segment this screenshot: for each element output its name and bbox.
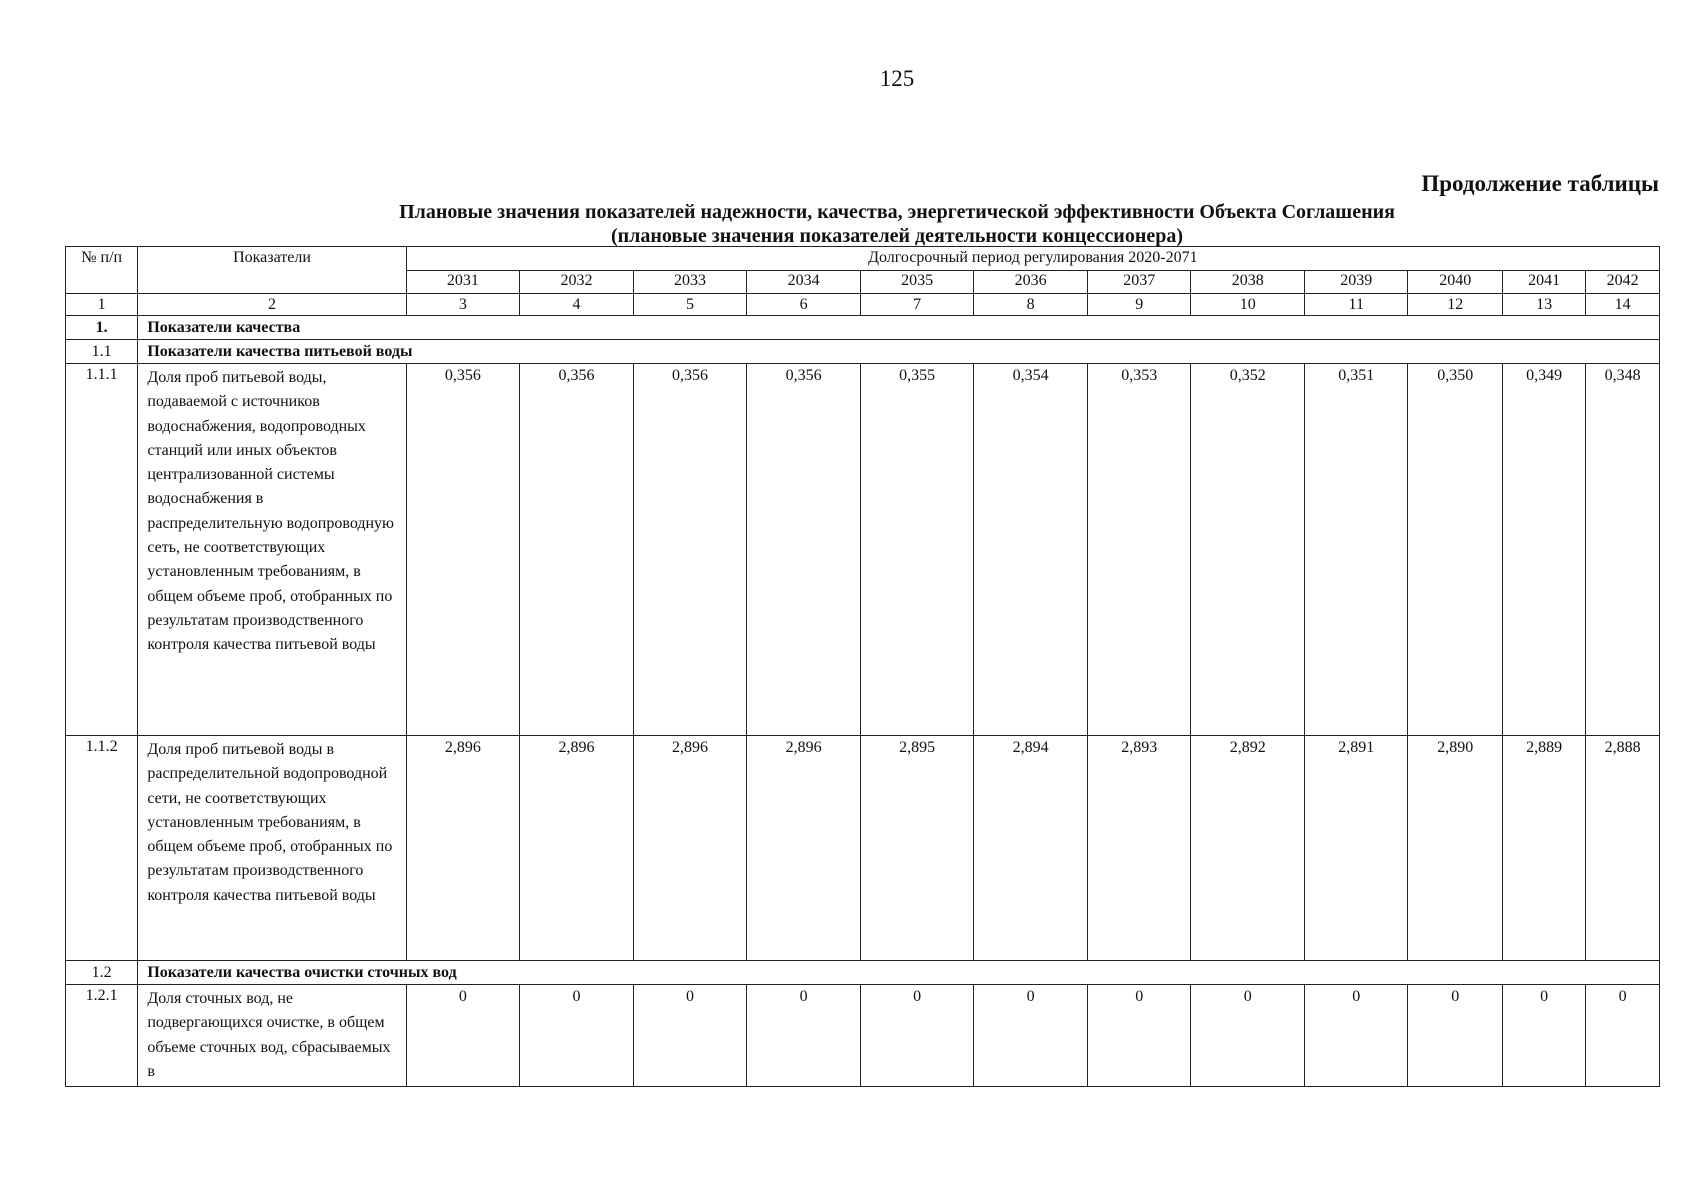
value-cell: 2,896 <box>520 736 634 961</box>
value-cell: 0 <box>974 985 1088 1087</box>
value-cell: 0 <box>1408 985 1502 1087</box>
value-cell: 2,895 <box>860 736 974 961</box>
section-number: 1.1 <box>66 340 138 364</box>
year-header: 2033 <box>633 271 747 294</box>
column-number: 10 <box>1191 294 1305 316</box>
header-row <box>66 247 1660 271</box>
value-cell: 2,891 <box>1304 736 1408 961</box>
table-title <box>0 200 1697 248</box>
indicator-description: Доля сточных вод, не подвергающихся очистке, в общем объеме сточных вод, сбрасываемых в <box>138 985 406 1087</box>
section-label: Показатели качества <box>138 316 1660 340</box>
section-label: Показатели качества питьевой воды <box>138 340 1660 364</box>
header-indicators: Показатели <box>138 247 406 294</box>
indicator-description: Доля проб питьевой воды в распределительной водопроводной сети, не соответствующих установленным требованиям, в общем объеме проб, отобранных по результатам производственного контроля качества питьевой воды <box>138 736 406 961</box>
value-cell: 0,350 <box>1408 364 1502 736</box>
year-header: 2034 <box>747 271 861 294</box>
year-header: 2041 <box>1502 271 1585 294</box>
table-title-line-1: Плановые значения показателей надежности, качества, энергетической эффективности Объекта Соглашения <box>399 201 1395 223</box>
header-period: Долгосрочный период регулирования 2020-2071 <box>406 247 1659 271</box>
value-cell: 0,356 <box>406 364 520 736</box>
indicators-table-container <box>65 246 1660 1087</box>
value-cell: 2,896 <box>633 736 747 961</box>
value-cell: 2,890 <box>1408 736 1502 961</box>
section-number: 1.2 <box>66 961 138 985</box>
year-header: 2040 <box>1408 271 1502 294</box>
page-number: 125 <box>879 66 915 91</box>
year-header: 2037 <box>1087 271 1191 294</box>
year-header: 2038 <box>1191 271 1305 294</box>
section-label: Показатели качества очистки сточных вод <box>138 961 1660 985</box>
value-cell: 0,356 <box>747 364 861 736</box>
year-header: 2036 <box>974 271 1088 294</box>
value-cell: 2,888 <box>1586 736 1660 961</box>
column-number: 8 <box>974 294 1088 316</box>
column-number: 11 <box>1304 294 1408 316</box>
value-cell: 0,353 <box>1087 364 1191 736</box>
column-number: 1 <box>66 294 138 316</box>
value-cell: 2,892 <box>1191 736 1305 961</box>
column-number-row <box>66 294 1660 316</box>
row-number: 1.1.1 <box>66 364 138 736</box>
value-cell: 2,896 <box>747 736 861 961</box>
column-number: 13 <box>1502 294 1585 316</box>
value-cell: 2,889 <box>1502 736 1585 961</box>
value-cell: 0 <box>520 985 634 1087</box>
indicators-table <box>65 246 1660 1087</box>
column-number: 12 <box>1408 294 1502 316</box>
value-cell: 2,896 <box>406 736 520 961</box>
column-number: 5 <box>633 294 747 316</box>
year-header: 2032 <box>520 271 634 294</box>
table-row <box>66 736 1660 961</box>
year-header: 2031 <box>406 271 520 294</box>
value-cell: 0 <box>406 985 520 1087</box>
value-cell: 0,349 <box>1502 364 1585 736</box>
section-row-drinking-water <box>66 340 1660 364</box>
value-cell: 0 <box>1304 985 1408 1087</box>
section-row-wastewater <box>66 961 1660 985</box>
indicator-description: Доля проб питьевой воды, подаваемой с источников водоснабжения, водопроводных станций или иных объектов централизованной системы водоснабжения в распределительную водопроводную сеть, не соответствующих установленным требованиям, в общем объеме проб, отобранных по результатам производственного контроля качества питьевой воды <box>138 364 406 736</box>
value-cell: 0,356 <box>633 364 747 736</box>
year-header: 2042 <box>1586 271 1660 294</box>
year-header: 2035 <box>860 271 974 294</box>
column-number: 7 <box>860 294 974 316</box>
section-number: 1. <box>66 316 138 340</box>
value-cell: 0 <box>633 985 747 1087</box>
value-cell: 2,893 <box>1087 736 1191 961</box>
column-number: 3 <box>406 294 520 316</box>
value-cell: 2,894 <box>974 736 1088 961</box>
value-cell: 0,354 <box>974 364 1088 736</box>
value-cell: 0 <box>1502 985 1585 1087</box>
value-cell: 0,352 <box>1191 364 1305 736</box>
value-cell: 0 <box>1586 985 1660 1087</box>
table-row <box>66 364 1660 736</box>
value-cell: 0,351 <box>1304 364 1408 736</box>
column-number: 9 <box>1087 294 1191 316</box>
value-cell: 0 <box>747 985 861 1087</box>
header-num: № п/п <box>66 247 138 294</box>
value-cell: 0,355 <box>860 364 974 736</box>
value-cell: 0 <box>1191 985 1305 1087</box>
column-number: 4 <box>520 294 634 316</box>
row-number: 1.1.2 <box>66 736 138 961</box>
value-cell: 0,356 <box>520 364 634 736</box>
table-title-line-2: (плановые значения показателей деятельности концессионера) <box>610 225 1184 247</box>
value-cell: 0 <box>860 985 974 1087</box>
value-cell: 0,348 <box>1586 364 1660 736</box>
column-number: 14 <box>1586 294 1660 316</box>
section-row-quality <box>66 316 1660 340</box>
row-number: 1.2.1 <box>66 985 138 1087</box>
column-number: 2 <box>138 294 406 316</box>
table-row <box>66 985 1660 1087</box>
column-number: 6 <box>747 294 861 316</box>
value-cell: 0 <box>1087 985 1191 1087</box>
year-header: 2039 <box>1304 271 1408 294</box>
table-continuation-label: Продолжение таблицы <box>1421 171 1659 196</box>
